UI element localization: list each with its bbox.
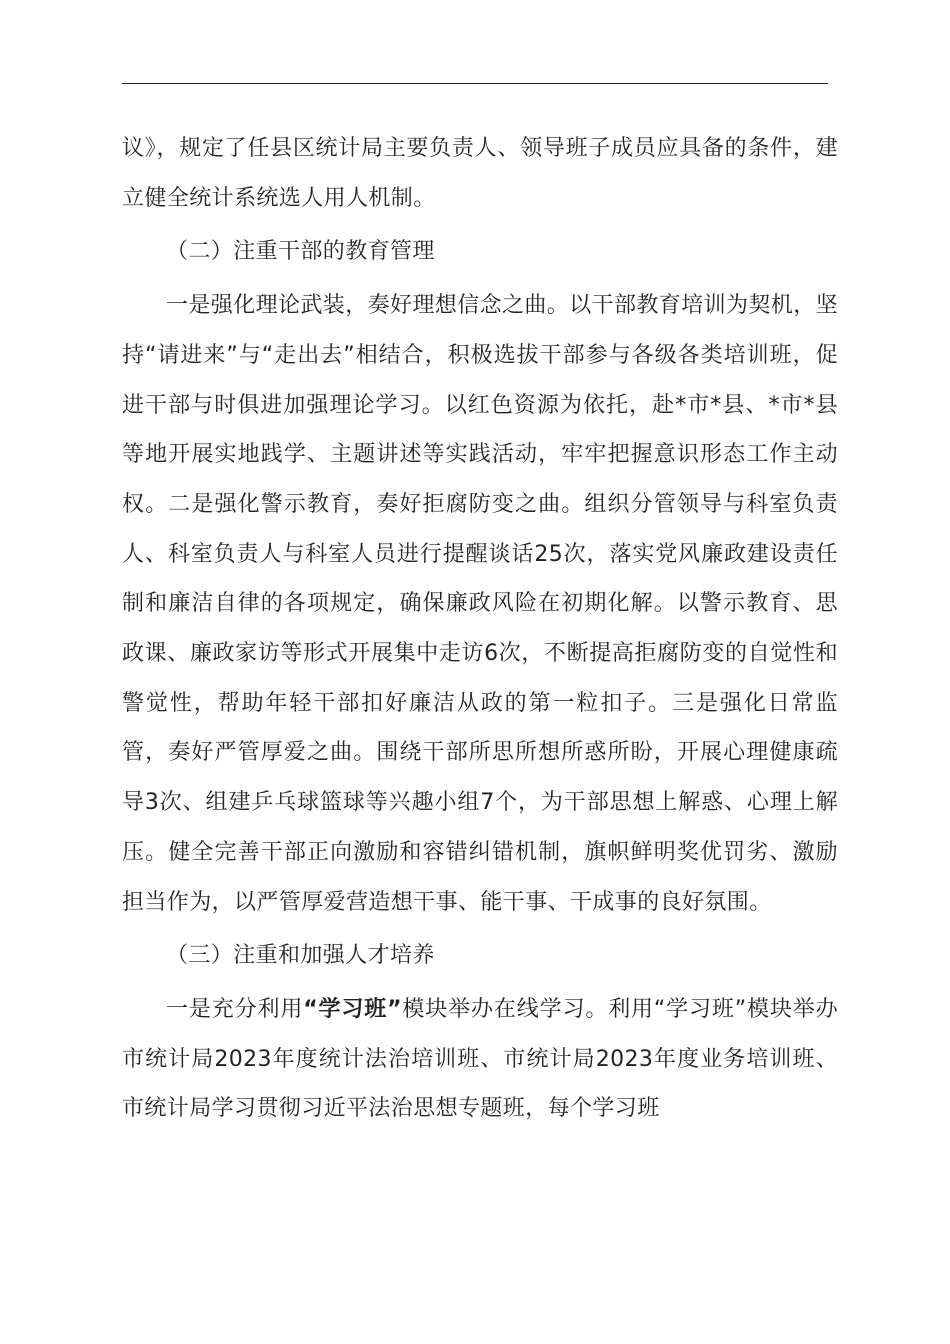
section-heading-2: （二）注重干部的教育管理 — [166, 239, 435, 265]
header-rule — [122, 83, 828, 84]
document-body — [122, 124, 838, 1134]
paragraph-lead-text: 一是充分利用 — [166, 996, 304, 1022]
paragraph-education-management: 一是强化理论武装，奏好理想信念之曲。以干部教育培训为契机，坚持“请进来”与“走出去”相结合，积极选拔干部参与各级各类培训班，促进干部与时俱进加强理论学习。以红色资源为依托，赴*市*县、*市*县等地开展实地践学、主题讲述等实践活动，牢牢把握意识形态工作主动权。二是强化警示教育，奏好拒腐防变之曲。组织分管领导与科室负责人、科室负责人与科室人员进行提醒谈话25次，落实党风廉政建设责任制和廉洁自律的各项规定，确保廉政风险在初期化解。以警示教育、思政课、廉政家访等形式开展集中走访6次，不断提高拒腐防变的自觉性和警觉性，帮助年轻干部扣好廉洁从政的第一粒扣子。三是强化日常监管，奏好严管厚爱之曲。围绕干部所思所想所惑所盼，开展心理健康疏导3次、组建乒乓球篮球等兴趣小组7个，为干部思想上解惑、心理上解压。健全完善干部正向激励和容错纠错机制，旗帜鲜明奖优罚劣、激励担当作为，以严管厚爱营造想干事、能干事、干成事的良好氛围。 — [122, 293, 839, 915]
section-heading-3: （三）注重和加强人才培养 — [166, 943, 435, 969]
paragraph-talent-training — [122, 985, 838, 1134]
paragraph-rest-text: 模块举办在线学习。利用“学习班”模块举办市统计局2023年度统计法治培训班、市统计局2023年度业务培训班、市统计局学习贯彻习近平法治思想专题班，每个学习班 — [122, 996, 839, 1122]
paragraph-continuation: 议》，规定了任县区统计局主要负责人、领导班子成员应具备的条件，建立健全统计系统选人用人机制。 — [122, 136, 838, 211]
paragraph-bold-text: “学习班” — [303, 996, 402, 1022]
